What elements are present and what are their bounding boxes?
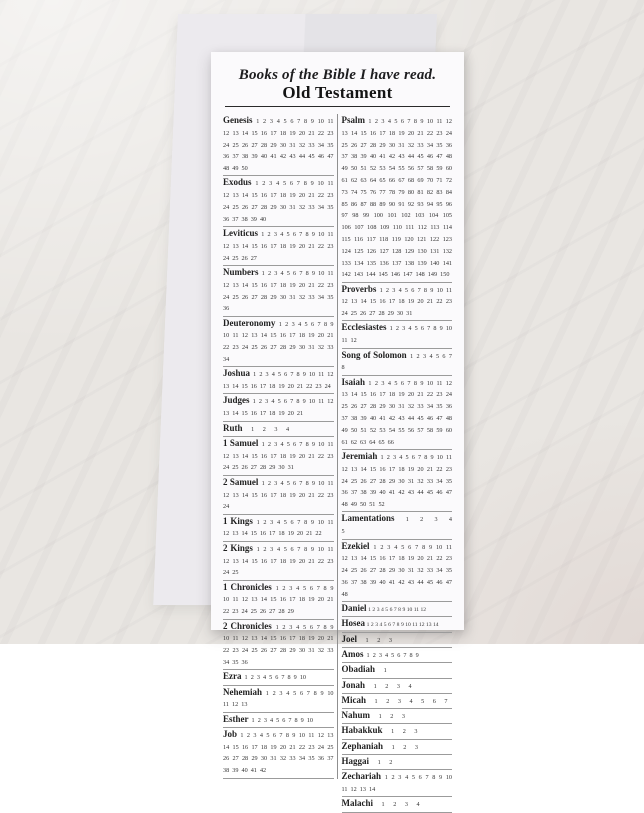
chapter-numbers: 1 2 3 4 5 6 7 8 9 10 11 12 13 14 15 16 17 18 19 20 21 22 23 24 25 26 27 28 29 30 31 32 33 34 35 36 (223, 270, 334, 313)
bookmark-title: Books of the Bible I have read. (238, 67, 437, 83)
chapter-numbers: 1 2 (369, 758, 393, 766)
book-row (342, 321, 453, 348)
book-name: 2 Samuel (223, 476, 259, 487)
chapter-numbers: 1 2 3 4 5 6 7 8 9 10 11 12 13 14 15 16 17 18 19 20 21 22 23 24 (223, 479, 334, 511)
book-row (342, 602, 453, 617)
book-name: Proverbs (341, 283, 377, 294)
book-row (223, 367, 334, 394)
book-name: Micah (341, 694, 366, 705)
chapter-numbers: 1 2 3 4 (242, 425, 290, 433)
chapter-numbers: 1 2 3 (357, 636, 392, 644)
bookmark-subtitle: Old Testament (282, 83, 393, 103)
book-row (342, 724, 453, 739)
book-name: Leviticus (223, 228, 258, 239)
book-row (223, 728, 334, 779)
book-name: Lamentations (341, 513, 395, 524)
book-row (342, 648, 453, 663)
book-name: Deuteronomy (223, 317, 276, 328)
book-row (342, 679, 453, 694)
chapter-numbers: 1 2 3 4 5 6 7 8 9 10 11 12 13 14 15 16 17 18 19 20 21 22 23 24 25 26 27 28 29 30 31 32 33 34 35 36 37 38 39 40 41 42 (223, 731, 334, 775)
book-name: Malachi (341, 798, 373, 809)
chapter-numbers: 1 2 3 (383, 743, 418, 751)
book-row (342, 770, 453, 797)
book-row (342, 740, 453, 755)
book-row (223, 114, 334, 176)
book-row (223, 686, 334, 713)
chapter-numbers: 1 2 3 4 5 6 7 8 9 10 11 12 (341, 325, 452, 345)
chapter-numbers: 1 2 3 4 5 6 7 8 9 10 11 12 13 14 15 16 17 18 19 20 21 (223, 398, 334, 418)
book-columns (211, 114, 464, 813)
chapter-numbers: 1 2 3 4 5 6 7 8 9 10 11 12 (366, 607, 426, 614)
chapter-numbers: 1 2 3 4 5 6 7 8 9 10 (241, 674, 306, 682)
book-name: Isaiah (341, 376, 366, 387)
chapter-numbers: 1 2 3 4 5 6 7 8 9 10 11 12 13 14 (365, 622, 439, 629)
book-row (342, 512, 453, 539)
book-column-right (338, 114, 453, 813)
book-row (223, 670, 334, 685)
book-name: 1 Kings (223, 515, 253, 526)
book-row (223, 227, 334, 266)
book-name: Song of Solomon (341, 349, 407, 360)
chapter-numbers: 1 2 3 4 5 6 7 8 9 10 11 12 13 14 (341, 774, 452, 794)
book-row (223, 394, 334, 421)
book-name: Nehemiah (223, 686, 262, 697)
book-name: Numbers (223, 267, 259, 277)
chapter-numbers: 1 2 3 4 5 6 7 8 9 10 11 12 13 14 15 16 17 18 19 20 21 22 23 24 25 26 27 28 29 30 31 32 33 34 35 36 37 38 39 40 41 42 43 44 45 46 47 48 49 50 51 52 (341, 453, 452, 509)
chapter-numbers: 1 2 3 4 (365, 682, 412, 690)
book-name: 1 Chronicles (223, 581, 272, 592)
book-row (342, 450, 453, 512)
chapter-numbers: 1 2 3 4 5 6 7 8 9 10 11 12 13 14 15 16 17 18 19 20 21 22 23 24 25 26 27 28 29 30 31 32 33 34 35 36 37 38 39 40 (223, 180, 334, 223)
chapter-numbers: 1 2 3 4 5 6 7 8 9 10 11 12 13 14 15 16 17 18 19 20 21 22 23 24 (223, 371, 334, 391)
book-name: 2 Kings (223, 542, 253, 553)
book-name: Judges (223, 395, 250, 406)
chapter-numbers: 1 2 3 4 (373, 801, 420, 809)
chapter-numbers: 1 2 3 4 5 6 7 8 (341, 352, 452, 372)
book-row (342, 755, 453, 770)
book-name: Joel (341, 633, 357, 644)
book-name: Jeremiah (341, 450, 378, 461)
book-name: Zephaniah (341, 740, 384, 751)
book-row (223, 176, 334, 227)
book-name: Esther (223, 713, 249, 724)
book-name: 1 Samuel (223, 437, 259, 448)
book-row (223, 515, 334, 542)
chapter-numbers: 1 2 3 4 5 6 7 8 9 10 11 12 13 14 15 16 17 18 19 20 21 22 23 24 25 26 27 28 29 30 31 32 33 34 35 36 (223, 623, 334, 666)
book-row (223, 713, 334, 728)
book-column-left (223, 114, 338, 779)
book-row (223, 437, 334, 476)
chapter-numbers: 1 2 3 4 5 6 7 8 9 10 11 12 13 14 15 16 17 18 19 20 21 22 23 24 25 26 27 28 29 30 31 32 33 34 35 36 37 38 39 40 41 42 43 44 45 46 47 48 49 50 (223, 117, 334, 173)
book-name: Obadiah (341, 664, 376, 675)
book-name: Job (223, 728, 238, 739)
book-row (223, 266, 334, 317)
chapter-numbers: 1 (375, 667, 387, 675)
chapter-numbers: 1 2 3 (382, 728, 418, 736)
book-row (342, 283, 453, 322)
book-name: 2 Chronicles (223, 620, 272, 631)
book-name: Exodus (223, 177, 252, 188)
chapter-numbers: 1 2 3 (370, 713, 405, 721)
book-row (342, 349, 453, 376)
chapter-numbers: 1 2 3 4 5 6 7 8 9 10 11 12 13 (223, 689, 334, 709)
chapter-numbers: 1 2 3 4 5 6 7 8 9 10 11 12 13 14 15 16 17 18 19 20 21 22 23 24 25 26 27 28 29 30 31 32 33 34 (223, 320, 334, 364)
book-name: Ezekiel (341, 540, 370, 551)
chapter-numbers: 1 2 3 4 5 6 7 8 9 10 11 12 13 14 15 16 17 18 19 20 21 22 23 24 25 (223, 545, 334, 577)
book-row (223, 422, 334, 437)
chapter-numbers: 1 2 3 4 5 6 7 8 9 10 11 12 13 14 15 16 17 18 19 20 21 22 23 24 25 26 27 28 29 30 31 32 33 34 35 36 37 38 39 40 41 42 43 44 45 46 47 48 49 50 51 52 53 54 55 56 57 58 59 60 61 62 63 64 65 66 67 68 69 70 71 72 73 74 75 76 77 78 79 80 81 82 83 84 85 86 87 88 89 90 91 92 93 94 95 96 97 98 99 100 101 102 103 104 105 106 107 108 109 110 111 112 113 114 115 116 117 118 119 120 121 122 123 124 125 126 127 128 129 130 131 132 133 134 135 136 137 138 139 140 141 142 143 144 145 146 147 148 149 150 (341, 117, 452, 279)
book-name: Daniel (341, 603, 367, 614)
chapter-numbers: 1 2 3 4 5 6 7 (366, 697, 448, 705)
chapter-numbers: 1 2 3 4 5 6 7 8 9 10 11 12 13 14 15 16 17 18 19 20 21 22 23 24 25 26 27 28 29 30 31 32 33 34 35 36 37 38 39 40 41 42 43 44 45 46 47 48 (341, 543, 452, 598)
book-row (342, 540, 453, 602)
book-row (223, 476, 334, 515)
chapter-numbers: 1 2 3 4 5 6 7 8 9 10 11 12 13 14 15 16 17 18 19 20 21 22 23 24 25 26 27 (223, 231, 334, 262)
book-row (342, 663, 453, 678)
book-name: Zechariah (341, 771, 381, 782)
book-name: Jonah (341, 679, 366, 690)
chapter-numbers: 1 2 3 4 5 6 7 8 9 10 11 12 13 14 15 16 17 18 19 20 21 22 23 24 25 26 27 28 29 30 31 32 33 34 35 36 37 38 39 40 41 42 43 44 45 46 47 48 49 50 51 52 53 54 55 56 57 58 59 60 61 62 63 64 65 66 (341, 379, 452, 446)
book-name: Psalm (341, 114, 365, 125)
book-name: Joshua (223, 368, 251, 379)
chapter-numbers: 1 2 3 4 5 (341, 516, 452, 536)
book-name: Ecclesiastes (341, 322, 387, 333)
book-name: Amos (341, 648, 364, 659)
chapter-numbers: 1 2 3 4 5 6 7 8 9 10 11 12 13 14 15 16 17 18 19 20 21 22 23 24 25 26 27 28 29 (223, 584, 334, 616)
book-name: Haggai (341, 755, 370, 766)
chapter-numbers: 1 2 3 4 5 6 7 8 9 10 11 12 13 14 15 16 17 18 19 20 21 22 23 24 25 26 27 28 29 30 31 (223, 440, 334, 472)
chapter-numbers: 1 2 3 4 5 6 7 8 9 (363, 651, 419, 659)
book-row (342, 617, 453, 632)
book-row (223, 317, 334, 368)
chapter-numbers: 1 2 3 4 5 6 7 8 9 10 11 12 13 14 15 16 17 18 19 20 21 22 23 24 25 26 27 28 29 30 31 (341, 286, 452, 318)
book-row (342, 633, 453, 648)
chapter-numbers: 1 2 3 4 5 6 7 8 9 10 11 12 13 14 15 16 17 18 19 20 21 22 (223, 518, 334, 538)
book-name: Habakkuk (341, 725, 383, 736)
book-name: Ruth (223, 422, 243, 433)
title-underline (225, 106, 450, 107)
book-name: Genesis (223, 114, 253, 125)
book-name: Hosea (341, 618, 365, 629)
book-row (342, 114, 453, 283)
book-row (342, 709, 453, 724)
book-row (223, 542, 334, 581)
book-row (342, 797, 453, 812)
book-row (342, 376, 453, 450)
book-row (223, 620, 334, 671)
bookmark-front-card (211, 52, 464, 809)
chapter-numbers: 1 2 3 4 5 6 7 8 9 10 (248, 716, 313, 724)
book-name: Nahum (341, 710, 371, 721)
book-name: Ezra (223, 671, 242, 682)
book-row (342, 694, 453, 709)
book-row (223, 581, 334, 620)
